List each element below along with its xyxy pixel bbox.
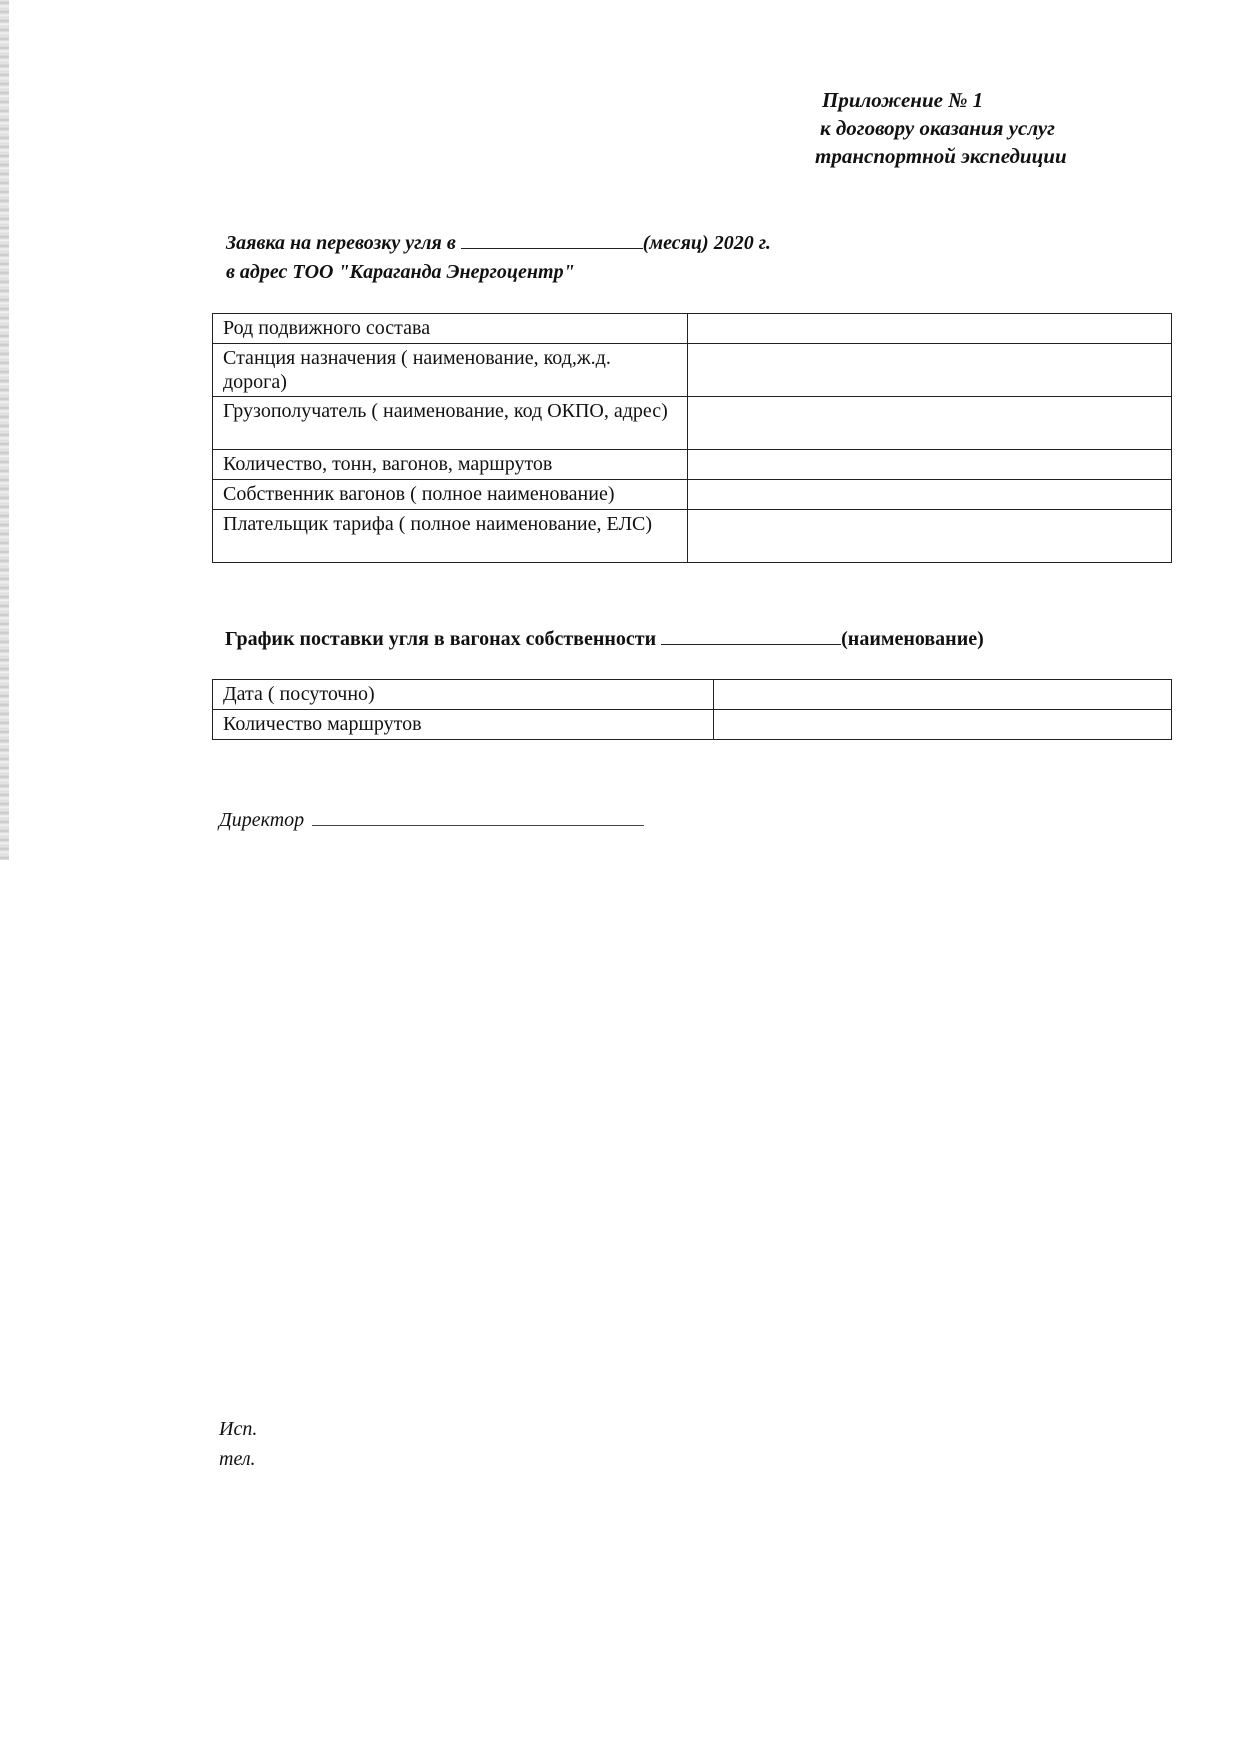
appendix-number: Приложение № 1 bbox=[822, 88, 984, 112]
row-label: Собственник вагонов ( полное наименование) bbox=[213, 480, 688, 510]
table-row bbox=[213, 510, 1172, 563]
table-row bbox=[213, 314, 1172, 344]
appendix-header bbox=[805, 86, 1105, 170]
executor-label: Исп. bbox=[219, 1418, 258, 1440]
scan-edge-artifact bbox=[0, 0, 9, 860]
request-title bbox=[226, 229, 771, 287]
month-blank-field[interactable] bbox=[461, 229, 643, 249]
phone-label: тел. bbox=[219, 1448, 256, 1470]
request-table-body bbox=[213, 314, 1172, 563]
row-value-cell[interactable] bbox=[688, 450, 1172, 480]
director-signature bbox=[219, 805, 644, 833]
row-value-cell[interactable] bbox=[714, 680, 1172, 710]
row-value-cell[interactable] bbox=[688, 344, 1172, 397]
table-row bbox=[213, 450, 1172, 480]
table-row bbox=[213, 397, 1172, 450]
director-label: Директор bbox=[219, 809, 305, 831]
table-row bbox=[213, 680, 1172, 710]
row-label: Количество, тонн, вагонов, маршрутов bbox=[213, 450, 688, 480]
row-value-cell[interactable] bbox=[688, 314, 1172, 344]
table-row bbox=[213, 480, 1172, 510]
row-label: Грузополучатель ( наименование, код ОКПО, адрес) bbox=[213, 397, 688, 450]
row-value-cell[interactable] bbox=[688, 480, 1172, 510]
row-value-cell[interactable] bbox=[714, 710, 1172, 740]
request-title-text: Заявка на перевозку угля в bbox=[226, 232, 461, 254]
schedule-title-text: График поставки угля в вагонах собственности bbox=[225, 628, 662, 650]
appendix-contract-type: транспортной экспедиции bbox=[815, 144, 1067, 168]
row-label: Станция назначения ( наименование, код,ж.д. дорога) bbox=[213, 344, 688, 397]
row-value-cell[interactable] bbox=[688, 397, 1172, 450]
schedule-table-body bbox=[213, 680, 1172, 740]
director-signature-line[interactable] bbox=[312, 805, 644, 826]
row-label: Количество маршрутов bbox=[213, 710, 714, 740]
table-row bbox=[213, 710, 1172, 740]
row-value-cell[interactable] bbox=[688, 510, 1172, 563]
request-title-suffix: (месяц) 2020 г. bbox=[642, 232, 771, 254]
row-label: Плательщик тарифа ( полное наименование, ЕЛС) bbox=[213, 510, 688, 563]
request-address: в адрес ТОО "Караганда Энергоцентр" bbox=[226, 261, 575, 283]
request-title-line bbox=[226, 229, 771, 258]
contacts-block bbox=[219, 1414, 257, 1474]
owner-blank-field[interactable] bbox=[661, 625, 841, 645]
appendix-contract-ref: к договору оказания услуг bbox=[820, 116, 1055, 140]
row-label: Дата ( посуточно) bbox=[213, 680, 714, 710]
schedule-title-suffix: (наименование) bbox=[841, 628, 984, 650]
request-table bbox=[212, 313, 1172, 563]
row-label: Род подвижного состава bbox=[213, 314, 688, 344]
schedule-table bbox=[212, 679, 1172, 740]
schedule-title bbox=[225, 625, 984, 652]
table-row bbox=[213, 344, 1172, 397]
